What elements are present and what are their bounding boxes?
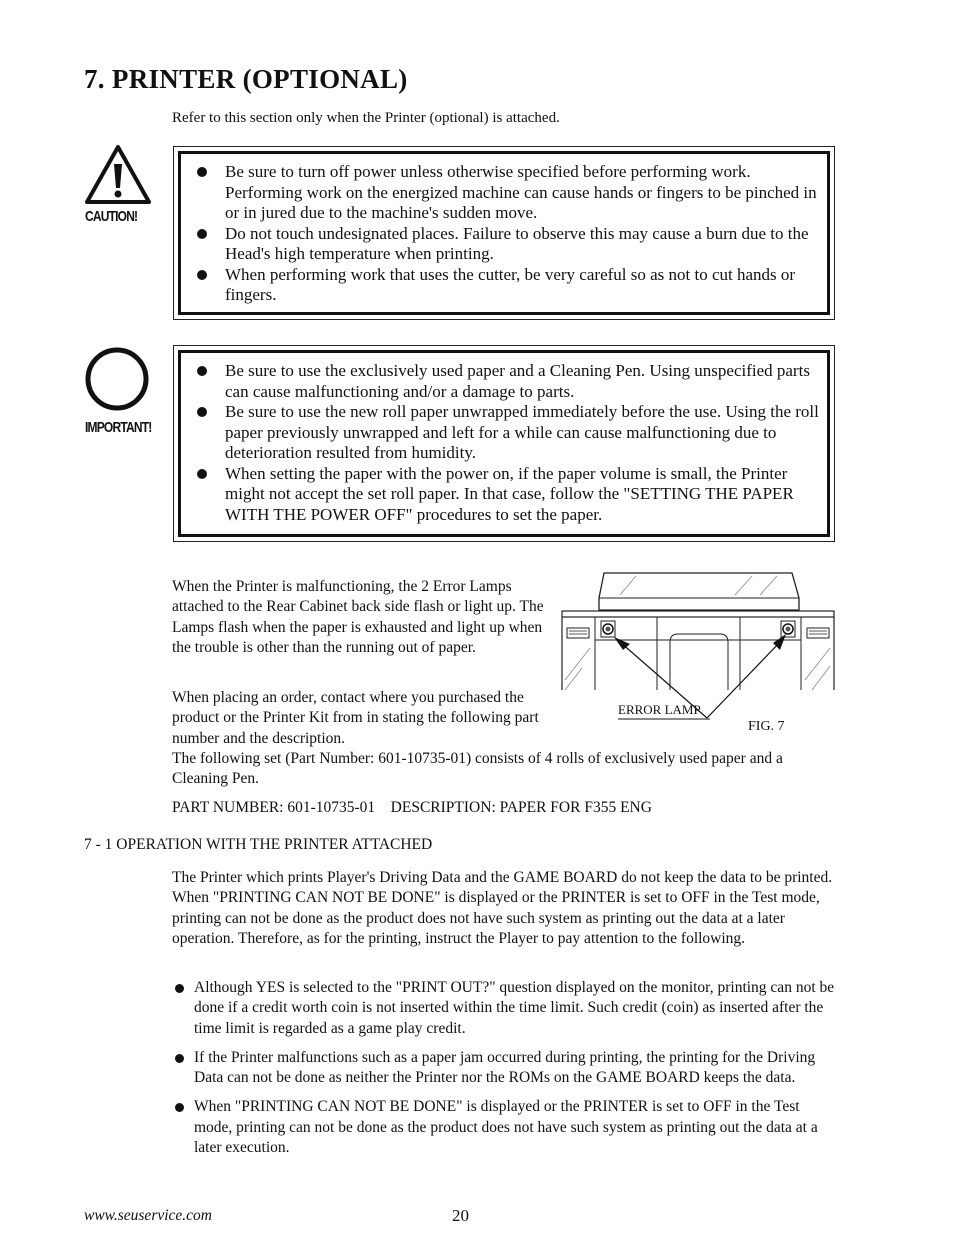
caution-item: When performing work that uses the cutter, be very careful so as not to cut hands or fingers.	[190, 265, 820, 306]
important-list	[190, 361, 820, 525]
caution-item: Be sure to turn off power unless otherwise specified before performing work. Performing work on the energized machine can cause hands or fingers to be pinched in or in jured due to the machine's sudden move.	[190, 162, 820, 224]
error-lamps-paragraph: When the Printer is malfunctioning, the 2 Error Lamps attached to the Rear Cabinet back side flash or light up. The Lamps flash when the paper is exhausted and light up when the trouble is other than the running out of paper.	[172, 578, 544, 656]
section-bullet-list	[172, 978, 837, 1167]
caution-triangle-icon	[84, 144, 152, 206]
part-number-line: PART NUMBER: 601-10735-01 DESCRIPTION: PAPER FOR F355 ENG	[172, 799, 652, 816]
caution-list	[190, 162, 820, 306]
important-item: When setting the paper with the power on, if the paper volume is small, the Printer might not accept the set roll paper. In that case, follow the "SETTING THE PAPER WITH THE POWER OFF" procedures to set the paper.	[190, 464, 820, 526]
page-number: 20	[452, 1206, 469, 1225]
intro-text: Refer to this section only when the Printer (optional) is attached.	[172, 110, 560, 126]
important-label: IMPORTANT!	[85, 419, 152, 436]
important-item: Be sure to use the new roll paper unwrapped immediately before the use. Using the roll paper previously unwrapped and left for a while can cause malfunctioning due to deterioration resulted from humidity.	[190, 402, 820, 464]
section-heading: 7 - 1 OPERATION WITH THE PRINTER ATTACHED	[84, 836, 433, 853]
caution-label: CAUTION!	[85, 208, 138, 225]
section-bullet: If the Printer malfunctions such as a paper jam occurred during printing, the printing for the Driving Data can not be done as neither the Printer nor the ROMs on the GAME BOARD keeps the data.	[172, 1048, 837, 1089]
order-paragraph: When placing an order, contact where you purchased the product or the Printer Kit from in stating the following part number and the description.	[172, 689, 539, 747]
important-circle-icon	[84, 346, 152, 414]
caution-box	[173, 146, 835, 320]
section-bullet: Although YES is selected to the "PRINT OUT?" question displayed on the monitor, printing can not be done if a credit worth coin is not inserted within the time limit. Such credit (coin) as inserted after the time limit is regarded as a game play credit.	[172, 978, 837, 1039]
important-box	[173, 345, 835, 542]
important-item: Be sure to use the exclusively used paper and a Cleaning Pen. Using unspecified parts can cause malfunctioning and/or a damage to parts.	[190, 361, 820, 402]
section-body: The Printer which prints Player's Driving Data and the GAME BOARD do not keep the data to be printed. When "PRINTING CAN NOT BE DONE" is displayed or the PRINTER is set to OFF in the Test mode, printing can not be done as the product does not have such system as printing out the data at a later operation. Therefore, as for the printing, instruct the Player to pay attention to the following.	[172, 869, 833, 947]
set-paragraph: The following set (Part Number: 601-10735-01) consists of 4 rolls of exclusively used paper and a Cleaning Pen.	[172, 750, 783, 788]
figure-caption: FIG. 7	[748, 719, 785, 734]
page-title: 7. PRINTER (OPTIONAL)	[84, 64, 408, 94]
error-lamp-label: ERROR LAMP	[618, 702, 701, 717]
caution-item: Do not touch undesignated places. Failure to observe this may cause a burn due to the Head's high temperature when printing.	[190, 224, 820, 265]
section-bullet: When "PRINTING CAN NOT BE DONE" is displayed or the PRINTER is set to OFF in the Test mode, printing can not be done as the product does not have such system as printing out the data at a later execution.	[172, 1097, 837, 1158]
footer-website: www.seuservice.com	[84, 1207, 212, 1224]
